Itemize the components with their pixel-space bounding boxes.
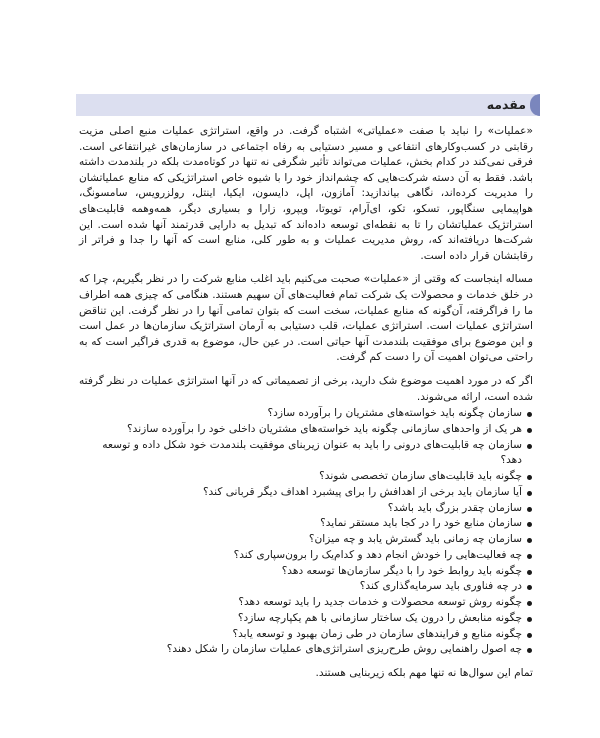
list-item: آیا سازمان باید برخی از اهدافش را برای پیشبرد اهداف دیگر قربانی کند؟ <box>79 485 533 501</box>
body-text <box>79 124 533 682</box>
paragraph: «عملیات» را نباید با صفت «عملیاتی» اشتباه گرفت. در واقع، استراتژی عملیات منبع اصلی مزیت رقابتی در کسب‌وکارهای انتفاعی و مسیر دستیابی به رفاه اجتماعی در سازمان‌های غیرانتفاعی است. فرقی نمی‌کند در کدام بخش، عملیات می‌تواند تأثیر شگرفی نه تنها در کوتاه‌مدت بلکه در بلندمدت داشته باشد. فقط به آن دسته شرکت‌هایی که چشم‌انداز خود را با شیوه خاص استراتژیکی که منابع عملیاتشان را مدیریت کرده‌اند، نگاهی بیاندازید: آمازون، اپل، دایسون، ایکیا، اینتل، رولزرویس، سامسونگ، هواپیمایی سنگاپور، تسکو، تکو، ای‌آرام، تویوتا، ویپرو، زارا و بسیاری دیگر، همه‌وهمه قابلیت‌های استراتژیک عملیاتشان را تا به نقطه‌ای توسعه داده‌اند که تبدیل به دارایی قدرتمند آنها شده است. این شرکت‌ها دریافته‌اند که، روش مدیریت عملیات و به طور کلی، منابع است که آنها را جدا و فراتر از رقابتشان قرار داده است. <box>79 125 533 262</box>
list-item: هر یک از واحدهای سازمانی چگونه باید خواسته‌های مشتریان داخلی خود را برآورده سازند؟ <box>79 422 533 438</box>
list-item: چگونه روش توسعه محصولات و خدمات جدید را باید توسعه دهد؟ <box>79 595 533 611</box>
section-header-tab <box>530 94 540 116</box>
list-item: چگونه منابع و فرایندهای سازمان در طی زمان بهبود و توسعه یابد؟ <box>79 627 533 643</box>
list-item: سازمان چقدر بزرگ باید باشد؟ <box>79 501 533 517</box>
questions-list <box>79 406 533 658</box>
list-item: سازمان چگونه باید خواسته‌های مشتریان را برآورده سازد؟ <box>79 406 533 422</box>
list-item: چه فعالیت‌هایی را خودش انجام دهد و کدام‌یک را برون‌سپاری کند؟ <box>79 548 533 564</box>
list-item: سازمان منابع خود را در کجا باید مستقر نماید؟ <box>79 516 533 532</box>
closing-sentence: تمام این سوال‌ها نه تنها مهم بلکه زیربنایی هستند. <box>315 667 533 680</box>
section-title: مقدمه <box>486 97 526 112</box>
list-item: سازمان چه زمانی باید گسترش یابد و چه میزان؟ <box>79 532 533 548</box>
list-item: سازمان چه قابلیت‌های درونی را باید به عنوان زیربنای موفقیت بلندمدت خود شکل داده و توسعه دهد؟ <box>79 438 533 470</box>
paragraph: مساله اینجاست که وقتی از «عملیات» صحبت می‌کنیم باید اغلب منابع شرکت را در نظر بگیریم، چرا که در خلق خدمات و محصولات یک شرکت تمام فعالیت‌های آن سهیم هستند. هنگامی که چیزی همه اطراف ما را فراگرفته، آن‌گونه که منابع عملیات، سخت است که بتوان تمامی آنها را در نظر گرفت. این تناقض استراتژی عملیات است. استراتژی عملیات، قلب دستیابی به آرمان استراتژیک سازمان‌ها در عمل است و این موضوع برای موفقیت بلندمدت آنها حیاتی است. در عین حال، موضوع به قدری فراگیر است که به راحتی می‌توان اهمیت آن را دست کم گرفت. <box>79 273 533 364</box>
questions-intro: اگر که در مورد اهمیت موضوع شک دارید، برخی از تصمیماتی که در آنها استراتژی عملیات در نظر گرفته شده است، ارائه می‌شوند. <box>78 374 533 403</box>
list-item: چگونه منابعش را درون یک ساختار سازمانی با هم یکپارچه سازد؟ <box>79 611 533 627</box>
list-item: چگونه باید قابلیت‌های سازمان تخصصی شوند؟ <box>79 469 533 485</box>
section-header <box>76 94 536 116</box>
list-item: چگونه باید روابط خود را با دیگر سازمان‌ها توسعه دهد؟ <box>79 564 533 580</box>
list-item: در چه فناوری باید سرمایه‌گذاری کند؟ <box>79 579 533 595</box>
list-item: چه اصول راهنمایی روش طرح‌ریزی استراتژی‌های عملیات سازمان را شکل دهند؟ <box>79 642 533 658</box>
